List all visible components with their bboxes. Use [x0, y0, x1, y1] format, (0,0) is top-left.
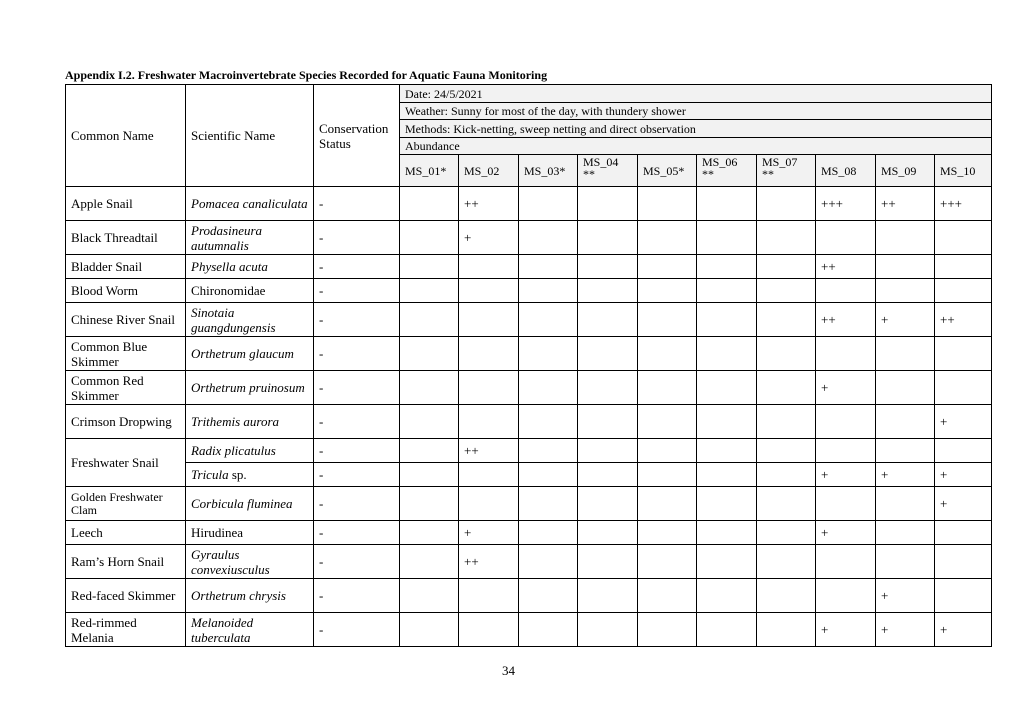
abundance-cell	[578, 337, 638, 371]
header-methods: Methods: Kick-netting, sweep netting and direct observation	[400, 120, 992, 138]
header-row-date	[66, 85, 992, 103]
site-note-marker: **	[702, 167, 714, 181]
conservation-status-cell: -	[314, 545, 400, 579]
site-code: MS_08	[821, 163, 857, 178]
abundance-cell: ++	[459, 439, 519, 463]
common-name-cell: Bladder Snail	[66, 255, 186, 279]
abundance-cell	[459, 487, 519, 521]
conservation-status-cell: -	[314, 255, 400, 279]
abundance-cell	[816, 487, 876, 521]
abundance-cell	[459, 579, 519, 613]
abundance-cell	[757, 255, 816, 279]
abundance-cell	[816, 439, 876, 463]
conservation-status-cell: -	[314, 337, 400, 371]
scientific-name: Sinotaia guangdungensis	[191, 304, 276, 335]
abundance-cell	[876, 545, 935, 579]
page-number: 34	[502, 663, 515, 678]
abundance-cell	[400, 545, 459, 579]
scientific-name-cell	[186, 545, 314, 579]
scientific-name-cell	[186, 463, 314, 487]
site-code: MS_09	[881, 163, 917, 178]
abundance-cell	[638, 463, 697, 487]
abundance-cell	[697, 579, 757, 613]
abundance-cell	[578, 521, 638, 545]
abundance-cell	[638, 303, 697, 337]
abundance-cell	[459, 337, 519, 371]
table-row	[66, 439, 992, 463]
abundance-cell	[697, 221, 757, 255]
scientific-name: Melanoided tuberculata	[191, 614, 254, 645]
common-name-cell: Chinese River Snail	[66, 303, 186, 337]
common-name-cell: Red-faced Skimmer	[66, 579, 186, 613]
abundance-cell	[638, 521, 697, 545]
species-table	[65, 84, 992, 647]
abundance-cell	[400, 279, 459, 303]
scientific-name-cell	[186, 487, 314, 521]
abundance-cell	[578, 487, 638, 521]
abundance-cell	[638, 545, 697, 579]
header-common-name: Common Name	[66, 85, 186, 187]
abundance-cell	[876, 221, 935, 255]
abundance-cell: +	[935, 487, 992, 521]
abundance-cell: +	[816, 371, 876, 405]
common-name-cell: Blood Worm	[66, 279, 186, 303]
site-header	[757, 155, 816, 187]
table-row	[66, 521, 992, 545]
abundance-cell	[935, 521, 992, 545]
conservation-status-cell: -	[314, 613, 400, 647]
scientific-name: Tricula	[191, 467, 229, 482]
abundance-cell	[400, 463, 459, 487]
abundance-cell	[459, 613, 519, 647]
conservation-status-cell: -	[314, 579, 400, 613]
abundance-cell	[578, 371, 638, 405]
scientific-name-cell	[186, 187, 314, 221]
table-row	[66, 337, 992, 371]
abundance-cell	[757, 439, 816, 463]
abundance-cell	[876, 487, 935, 521]
scientific-name-cell	[186, 255, 314, 279]
abundance-cell	[519, 187, 578, 221]
table-row	[66, 405, 992, 439]
abundance-cell	[697, 303, 757, 337]
abundance-cell	[638, 187, 697, 221]
table-row	[66, 221, 992, 255]
scientific-name-cell	[186, 279, 314, 303]
abundance-cell	[400, 187, 459, 221]
scientific-name: Chironomidae	[191, 283, 266, 298]
site-header	[638, 155, 697, 187]
abundance-cell	[459, 255, 519, 279]
scientific-name: Gyraulus convexiusculus	[191, 546, 270, 577]
abundance-cell	[876, 521, 935, 545]
scientific-name-cell	[186, 371, 314, 405]
abundance-cell	[876, 371, 935, 405]
abundance-cell: ++	[876, 187, 935, 221]
abundance-cell	[638, 613, 697, 647]
abundance-cell	[578, 221, 638, 255]
abundance-cell	[459, 371, 519, 405]
abundance-cell	[697, 371, 757, 405]
abundance-cell	[519, 221, 578, 255]
abundance-cell	[519, 303, 578, 337]
table-row	[66, 463, 992, 487]
abundance-cell: ++	[816, 303, 876, 337]
abundance-cell	[876, 439, 935, 463]
abundance-cell	[400, 303, 459, 337]
abundance-cell	[519, 545, 578, 579]
abundance-cell	[638, 221, 697, 255]
abundance-cell	[578, 187, 638, 221]
site-code: MS_06	[702, 155, 738, 169]
abundance-cell	[459, 303, 519, 337]
abundance-cell	[519, 463, 578, 487]
abundance-cell	[697, 337, 757, 371]
abundance-cell	[697, 279, 757, 303]
common-name-cell: Ram’s Horn Snail	[66, 545, 186, 579]
abundance-cell	[638, 405, 697, 439]
abundance-cell	[519, 613, 578, 647]
abundance-cell: +++	[935, 187, 992, 221]
abundance-cell	[697, 613, 757, 647]
abundance-cell	[519, 521, 578, 545]
abundance-cell	[876, 337, 935, 371]
abundance-cell	[578, 255, 638, 279]
table-row	[66, 545, 992, 579]
abundance-cell: +	[816, 463, 876, 487]
header-date: Date: 24/5/2021	[400, 85, 992, 103]
abundance-cell	[578, 613, 638, 647]
common-name-cell: Golden Freshwater Clam	[66, 487, 186, 521]
abundance-cell	[757, 187, 816, 221]
conservation-status-cell: -	[314, 405, 400, 439]
abundance-cell: ++	[816, 255, 876, 279]
abundance-cell	[400, 221, 459, 255]
abundance-cell	[935, 337, 992, 371]
scientific-name-cell	[186, 439, 314, 463]
abundance-cell: +	[876, 613, 935, 647]
abundance-cell	[757, 279, 816, 303]
appendix-title: Appendix I.2. Freshwater Macroinvertebrate Species Recorded for Aquatic Fauna Monitoring	[65, 68, 548, 82]
abundance-cell	[757, 463, 816, 487]
conservation-status-cell: -	[314, 371, 400, 405]
abundance-cell: +	[459, 521, 519, 545]
abundance-cell	[400, 521, 459, 545]
scientific-name: Physella acuta	[191, 259, 268, 274]
abundance-cell: +	[816, 613, 876, 647]
abundance-cell	[697, 487, 757, 521]
table-row	[66, 303, 992, 337]
common-name-cell: Freshwater Snail	[66, 439, 186, 487]
abundance-cell	[578, 579, 638, 613]
table-row	[66, 579, 992, 613]
header-abundance: Abundance	[400, 138, 992, 155]
abundance-cell	[638, 579, 697, 613]
abundance-cell	[578, 279, 638, 303]
scientific-name: Hirudinea	[191, 525, 243, 540]
abundance-cell	[519, 439, 578, 463]
abundance-cell: +++	[816, 187, 876, 221]
abundance-cell	[400, 613, 459, 647]
abundance-cell	[935, 371, 992, 405]
abundance-cell	[519, 579, 578, 613]
common-name-cell: Black Threadtail	[66, 221, 186, 255]
abundance-cell	[697, 545, 757, 579]
abundance-cell	[578, 405, 638, 439]
abundance-cell	[400, 337, 459, 371]
abundance-cell	[578, 463, 638, 487]
site-header	[578, 155, 638, 187]
scientific-name: Orthetrum glaucum	[191, 346, 294, 361]
site-header	[519, 155, 578, 187]
conservation-status-cell: -	[314, 303, 400, 337]
scientific-name-cell	[186, 613, 314, 647]
abundance-cell	[519, 279, 578, 303]
abundance-cell	[638, 279, 697, 303]
scientific-name: Orthetrum pruinosum	[191, 380, 305, 395]
header-conservation-status: Conservation Status	[314, 85, 400, 187]
abundance-cell	[638, 487, 697, 521]
site-header	[459, 155, 519, 187]
site-code: MS_02	[464, 163, 500, 178]
scientific-name-cell	[186, 579, 314, 613]
site-note-marker: **	[762, 167, 774, 181]
abundance-cell	[519, 255, 578, 279]
abundance-cell	[757, 579, 816, 613]
abundance-cell	[816, 337, 876, 371]
scientific-name-cell	[186, 221, 314, 255]
abundance-cell	[816, 545, 876, 579]
site-note-marker: **	[583, 167, 595, 181]
abundance-cell	[638, 255, 697, 279]
table-row	[66, 487, 992, 521]
abundance-cell	[757, 221, 816, 255]
scientific-name-suffix: sp.	[228, 467, 247, 482]
abundance-cell	[400, 579, 459, 613]
abundance-cell	[935, 221, 992, 255]
table-row	[66, 613, 992, 647]
common-name-cell: Apple Snail	[66, 187, 186, 221]
site-code: MS_10	[940, 163, 976, 178]
abundance-cell	[757, 487, 816, 521]
table-row	[66, 279, 992, 303]
abundance-cell	[578, 303, 638, 337]
table-row	[66, 255, 992, 279]
abundance-cell	[697, 521, 757, 545]
header-scientific-name: Scientific Name	[186, 85, 314, 187]
abundance-cell	[697, 187, 757, 221]
abundance-cell	[459, 463, 519, 487]
abundance-cell	[935, 545, 992, 579]
conservation-status-cell: -	[314, 279, 400, 303]
abundance-cell	[400, 405, 459, 439]
abundance-cell: +	[876, 579, 935, 613]
abundance-cell	[459, 279, 519, 303]
scientific-name: Radix plicatulus	[191, 443, 276, 458]
abundance-cell	[935, 279, 992, 303]
abundance-cell	[400, 439, 459, 463]
abundance-cell	[876, 405, 935, 439]
abundance-cell	[400, 371, 459, 405]
abundance-cell: +	[876, 303, 935, 337]
site-code: MS_01*	[405, 163, 447, 178]
abundance-cell	[935, 255, 992, 279]
abundance-cell	[757, 337, 816, 371]
site-header	[935, 155, 992, 187]
abundance-cell: +	[876, 463, 935, 487]
abundance-cell	[697, 439, 757, 463]
abundance-cell	[816, 279, 876, 303]
abundance-cell: +	[935, 463, 992, 487]
abundance-cell	[519, 405, 578, 439]
conservation-status-cell: -	[314, 187, 400, 221]
site-header	[400, 155, 459, 187]
abundance-cell	[697, 255, 757, 279]
abundance-cell	[638, 371, 697, 405]
abundance-cell	[459, 405, 519, 439]
abundance-cell	[697, 463, 757, 487]
abundance-cell	[578, 545, 638, 579]
site-code: MS_07	[762, 155, 798, 169]
abundance-cell: +	[935, 613, 992, 647]
abundance-cell	[400, 255, 459, 279]
abundance-cell: +	[935, 405, 992, 439]
scientific-name: Corbicula fluminea	[191, 496, 293, 511]
abundance-cell	[935, 439, 992, 463]
scientific-name: Orthetrum chrysis	[191, 588, 286, 603]
site-code: MS_05*	[643, 163, 685, 178]
header-weather: Weather: Sunny for most of the day, with thundery shower	[400, 103, 992, 120]
scientific-name-cell	[186, 337, 314, 371]
scientific-name-cell	[186, 405, 314, 439]
common-name-cell: Red-rimmed Melania	[66, 613, 186, 647]
abundance-cell	[757, 521, 816, 545]
abundance-cell	[816, 405, 876, 439]
abundance-cell	[757, 545, 816, 579]
abundance-cell	[400, 487, 459, 521]
abundance-cell	[519, 487, 578, 521]
site-header	[816, 155, 876, 187]
abundance-cell	[578, 439, 638, 463]
abundance-cell	[638, 439, 697, 463]
scientific-name-cell	[186, 303, 314, 337]
site-code: MS_03*	[524, 163, 566, 178]
common-name-cell: Common Red Skimmer	[66, 371, 186, 405]
abundance-cell	[638, 337, 697, 371]
common-name-cell: Leech	[66, 521, 186, 545]
abundance-cell	[816, 221, 876, 255]
abundance-cell	[697, 405, 757, 439]
scientific-name-cell	[186, 521, 314, 545]
common-name-cell: Crimson Dropwing	[66, 405, 186, 439]
abundance-cell	[757, 371, 816, 405]
site-code: MS_04	[583, 155, 619, 169]
site-header	[697, 155, 757, 187]
table-row	[66, 187, 992, 221]
abundance-cell	[876, 279, 935, 303]
abundance-cell	[876, 255, 935, 279]
conservation-status-cell: -	[314, 221, 400, 255]
abundance-cell	[757, 303, 816, 337]
scientific-name: Pomacea canaliculata	[191, 196, 308, 211]
abundance-cell	[935, 579, 992, 613]
table-row	[66, 371, 992, 405]
abundance-cell: ++	[459, 187, 519, 221]
abundance-cell: ++	[935, 303, 992, 337]
scientific-name: Trithemis aurora	[191, 414, 280, 429]
abundance-cell	[816, 579, 876, 613]
conservation-status-cell: -	[314, 487, 400, 521]
abundance-cell	[519, 337, 578, 371]
conservation-status-cell: -	[314, 463, 400, 487]
abundance-cell	[757, 405, 816, 439]
abundance-cell: +	[459, 221, 519, 255]
common-name-cell: Common Blue Skimmer	[66, 337, 186, 371]
abundance-cell: ++	[459, 545, 519, 579]
abundance-cell	[757, 613, 816, 647]
abundance-cell: +	[816, 521, 876, 545]
scientific-name: Prodasineura autumnalis	[191, 222, 263, 253]
abundance-cell	[519, 371, 578, 405]
conservation-status-cell: -	[314, 521, 400, 545]
conservation-status-cell: -	[314, 439, 400, 463]
site-header	[876, 155, 935, 187]
